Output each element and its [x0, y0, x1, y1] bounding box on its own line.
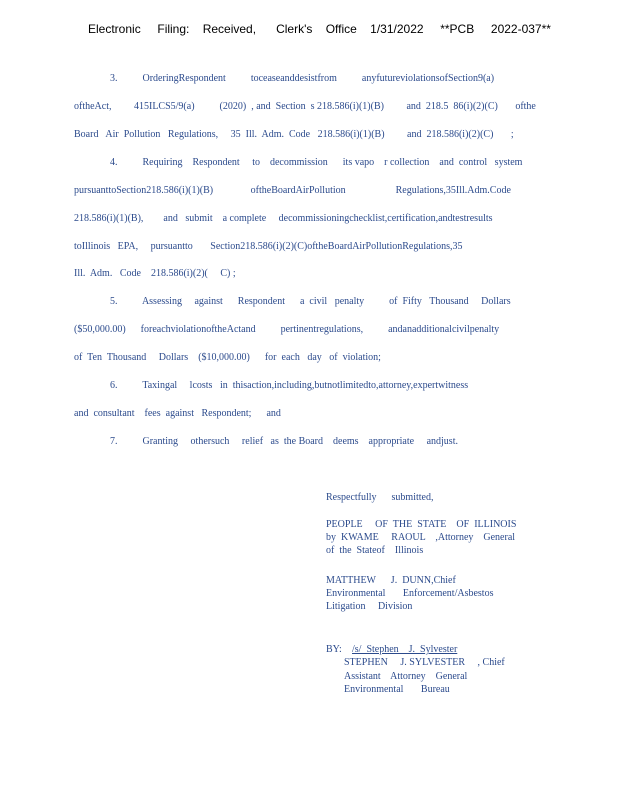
respectfully-submitted: Respectfully submitted, — [326, 492, 434, 503]
paragraph-3-line-1: 3. OrderingRespondent toceaseanddesistfrom anyfutureviolationsofSection9(a) — [110, 73, 495, 84]
dunn-block-line-1: MATTHEW J. DUNN,Chief — [326, 575, 456, 586]
people-block-line-3: of the Stateof Illinois — [326, 545, 424, 556]
sylvester-block-line-3: Environmental Bureau — [344, 684, 450, 695]
paragraph-3-line-2: oftheAct, 415ILCS5/9(a) (2020) , and Section s 218.586(i)(1)(B) and 218.5 86(i)(2)(C) ofthe — [74, 101, 536, 112]
paragraph-4-line-5: Ill. Adm. Code 218.586(i)(2)( C) ; — [74, 268, 236, 279]
paragraph-4-line-1: 4. Requiring Respondent to decommission its vapo r collection and control system — [110, 157, 523, 168]
paragraph-5-line-1: 5. Assessing against Respondent a civil penalty of Fifty Thousand Dollars — [110, 296, 511, 307]
by-label: BY: — [326, 644, 342, 655]
paragraph-6-line-2: and consultant fees against Respondent; and — [74, 408, 281, 419]
dunn-block-line-2: Environmental Enforcement/Asbestos — [326, 588, 494, 599]
paragraph-7-line-1: 7. Granting othersuch relief as the Board deems appropriate andjust. — [110, 436, 458, 447]
paragraph-5-line-3: of Ten Thousand Dollars ($10,000.00) for each day of violation; — [74, 352, 381, 363]
sylvester-block-line-1: STEPHEN J. SYLVESTER , Chief — [344, 657, 505, 668]
paragraph-3-line-3: Board Air Pollution Regulations, 35 Ill. Adm. Code 218.586(i)(1)(B) and 218.586(i)(2)(C) ; — [74, 129, 514, 140]
paragraph-6-line-1: 6. Taxingal lcosts in thisaction,including,butnotlimitedto,attorney,expertwitness — [110, 380, 469, 391]
electronic-filing-header: Electronic Filing: Received, Clerk's Office 1/31/2022 **PCB 2022-037** — [88, 22, 551, 36]
paragraph-4-line-3: 218.586(i)(1)(B), and submit a complete decommissioningchecklist,certification,andtestresults — [74, 213, 493, 224]
paragraph-4-line-2: pursuanttoSection218.586(i)(1)(B) oftheBoardAirPollution Regulations,35Ill.Adm.Code — [74, 185, 511, 196]
electronic-signature: /s/ Stephen J. Sylvester — [352, 644, 458, 655]
people-block-line-2: by KWAME RAOUL ,Attorney General — [326, 532, 516, 543]
people-block-line-1: PEOPLE OF THE STATE OF ILLINOIS — [326, 519, 517, 530]
paragraph-4-line-4: toIllinois EPA, pursuantto Section218.586(i)(2)(C)oftheBoardAirPollutionRegulations,35 — [74, 241, 463, 252]
paragraph-5-line-2: ($50,000.00) foreachviolationoftheActand pertinentregulations, andanadditionalcivilpenalty — [74, 324, 500, 335]
dunn-block-line-3: Litigation Division — [326, 601, 413, 612]
sylvester-block-line-2: Assistant Attorney General — [344, 671, 468, 682]
